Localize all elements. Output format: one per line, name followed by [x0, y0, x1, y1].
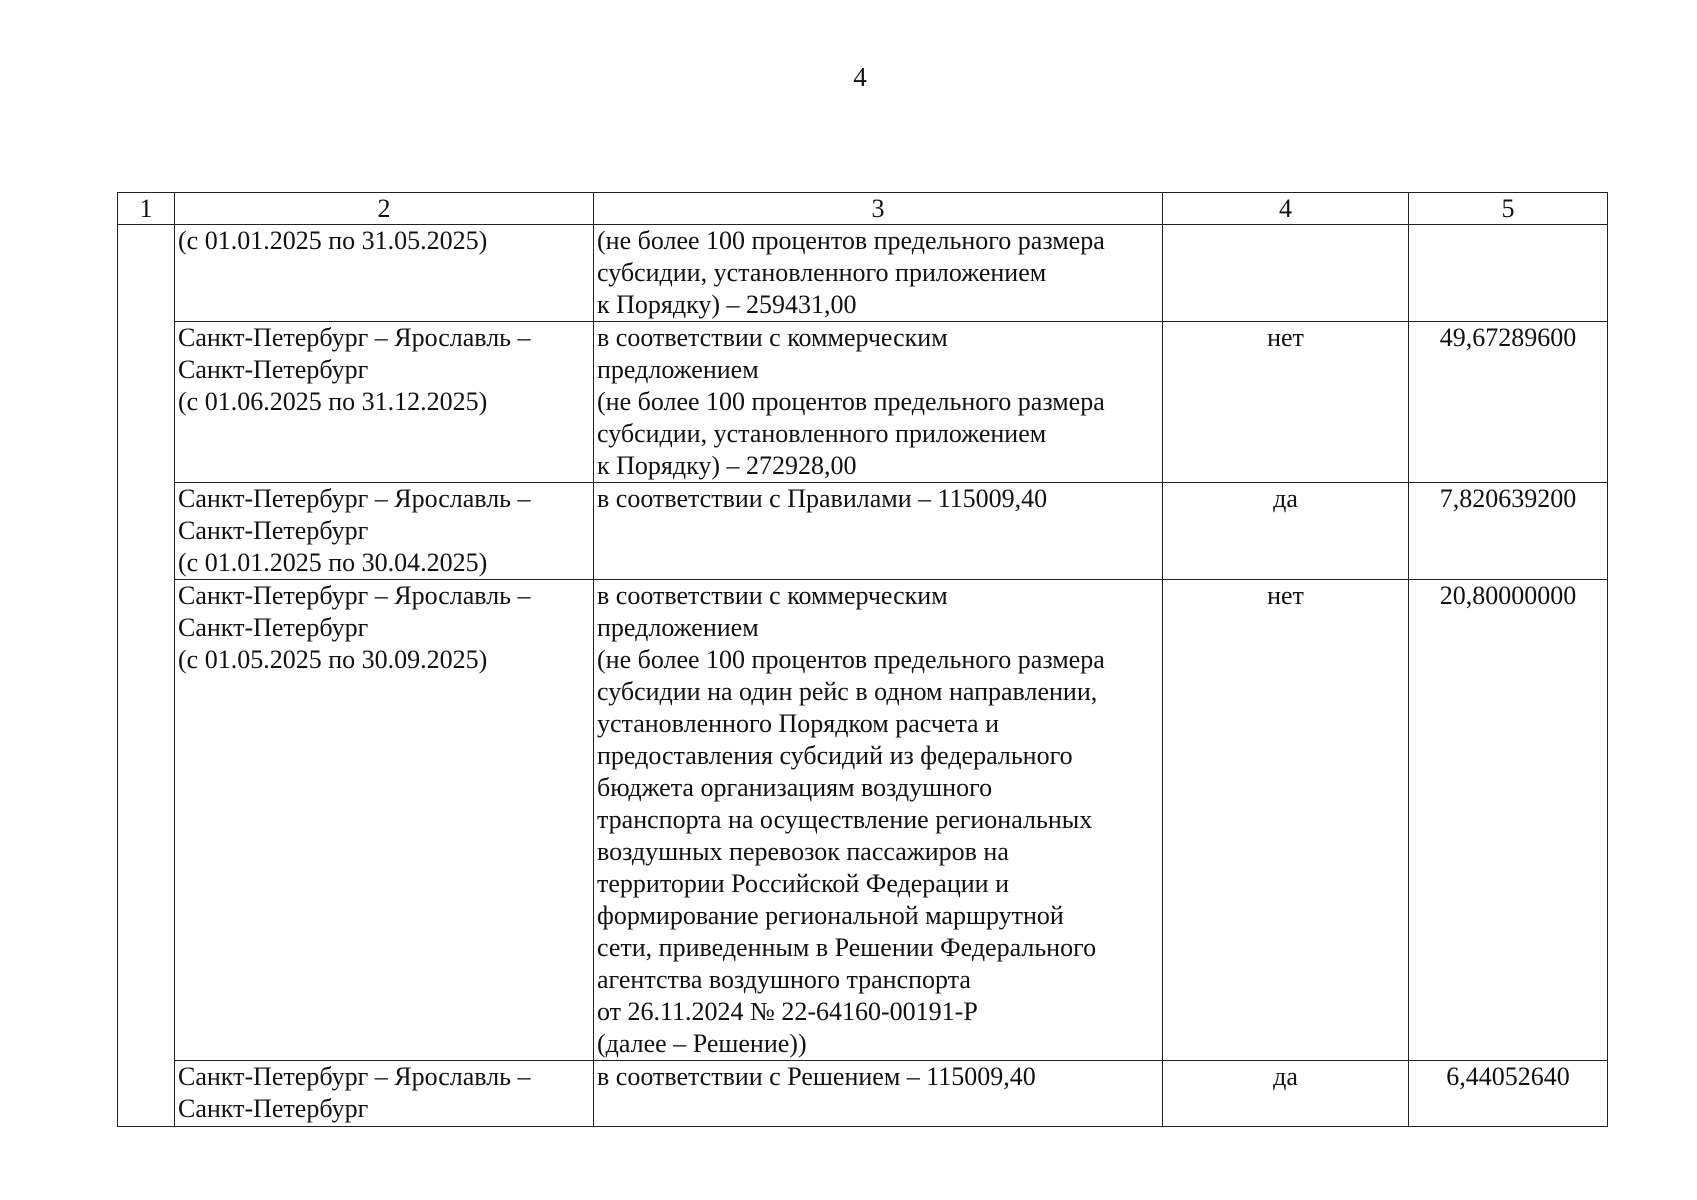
- terms-line: предоставления субсидий из федерального: [597, 741, 1073, 770]
- flag-cell: да: [1163, 1061, 1409, 1127]
- route-line: Санкт-Петербург: [178, 1094, 369, 1123]
- route-line: Санкт-Петербург – Ярославль –: [178, 581, 531, 610]
- page-number: 4: [853, 62, 867, 92]
- terms-line: установленного Порядком расчета и: [597, 709, 1000, 738]
- route-cell: [175, 580, 594, 1061]
- flag-cell: [1163, 225, 1409, 322]
- route-line: Санкт-Петербург: [178, 516, 369, 545]
- terms-line: субсидии на один рейс в одном направлении,: [597, 677, 1098, 706]
- route-line: Санкт-Петербург – Ярославль –: [178, 484, 531, 513]
- terms-line: в соответствии с Правилами – 115009,40: [597, 484, 1048, 513]
- route-cell: [175, 225, 594, 322]
- route-cell: [175, 322, 594, 483]
- value-cell: 7,820639200: [1409, 483, 1608, 580]
- terms-line: к Порядку) – 272928,00: [597, 451, 857, 480]
- terms-line: в соответствии с коммерческим: [597, 323, 948, 352]
- subsidy-table: [117, 192, 1608, 1127]
- terms-cell: [594, 225, 1163, 322]
- route-line: Санкт-Петербург: [178, 613, 369, 642]
- value-cell: 20,80000000: [1409, 580, 1608, 1061]
- value-cell: 49,67289600: [1409, 322, 1608, 483]
- terms-line: (не более 100 процентов предельного размера: [597, 226, 1105, 255]
- terms-line: в соответствии с Решением – 115009,40: [597, 1062, 1036, 1091]
- row-number-cell: [118, 225, 175, 1127]
- route-cell: [175, 483, 594, 580]
- terms-cell: [594, 483, 1163, 580]
- route-line: Санкт-Петербург – Ярославль –: [178, 1062, 531, 1091]
- terms-line: воздушных перевозок пассажиров на: [597, 837, 1009, 866]
- terms-line: формирование региональной маршрутной: [597, 901, 1064, 930]
- terms-line: сети, приведенным в Решении Федерального: [597, 933, 1097, 962]
- route-line: (с 01.05.2025 по 30.09.2025): [178, 645, 488, 674]
- flag-cell: да: [1163, 483, 1409, 580]
- terms-line: бюджета организациям воздушного: [597, 773, 993, 802]
- terms-line: субсидии, установленного приложением: [597, 419, 1047, 448]
- table-body: [118, 225, 1608, 1127]
- table-row: [118, 580, 1608, 1061]
- column-number-3: 3: [594, 193, 1163, 225]
- column-number-4: 4: [1163, 193, 1409, 225]
- terms-line: субсидии, установленного приложением: [597, 258, 1047, 287]
- route-line: (с 01.01.2025 по 30.04.2025): [178, 548, 488, 577]
- terms-line: транспорта на осуществление региональных: [597, 805, 1093, 834]
- terms-line: в соответствии с коммерческим: [597, 581, 948, 610]
- route-line: (с 01.06.2025 по 31.12.2025): [178, 387, 488, 416]
- column-number-1: 1: [118, 193, 175, 225]
- value-cell: 6,44052640: [1409, 1061, 1608, 1127]
- route-line: (с 01.01.2025 по 31.05.2025): [178, 226, 488, 255]
- route-cell: [175, 1061, 594, 1127]
- terms-line: (не более 100 процентов предельного размера: [597, 645, 1105, 674]
- table-row: [118, 483, 1608, 580]
- value-cell: [1409, 225, 1608, 322]
- terms-line: предложением: [597, 355, 759, 384]
- terms-line: территории Российской Федерации и: [597, 869, 1010, 898]
- column-number-5: 5: [1409, 193, 1608, 225]
- flag-cell: нет: [1163, 580, 1409, 1061]
- table-row: [118, 1061, 1608, 1127]
- column-number-row: [118, 193, 1608, 225]
- route-line: Санкт-Петербург – Ярославль –: [178, 323, 531, 352]
- terms-line: к Порядку) – 259431,00: [597, 290, 857, 319]
- table-row: [118, 322, 1608, 483]
- flag-cell: нет: [1163, 322, 1409, 483]
- terms-line: (далее – Решение)): [597, 1029, 807, 1058]
- terms-cell: [594, 580, 1163, 1061]
- terms-cell: [594, 322, 1163, 483]
- column-number-2: 2: [175, 193, 594, 225]
- terms-line: (не более 100 процентов предельного размера: [597, 387, 1105, 416]
- terms-line: от 26.11.2024 № 22-64160-00191-Р: [597, 997, 978, 1026]
- terms-line: агентства воздушного транспорта: [597, 965, 971, 994]
- route-line: Санкт-Петербург: [178, 355, 369, 384]
- terms-line: предложением: [597, 613, 759, 642]
- table-row: [118, 225, 1608, 322]
- terms-cell: [594, 1061, 1163, 1127]
